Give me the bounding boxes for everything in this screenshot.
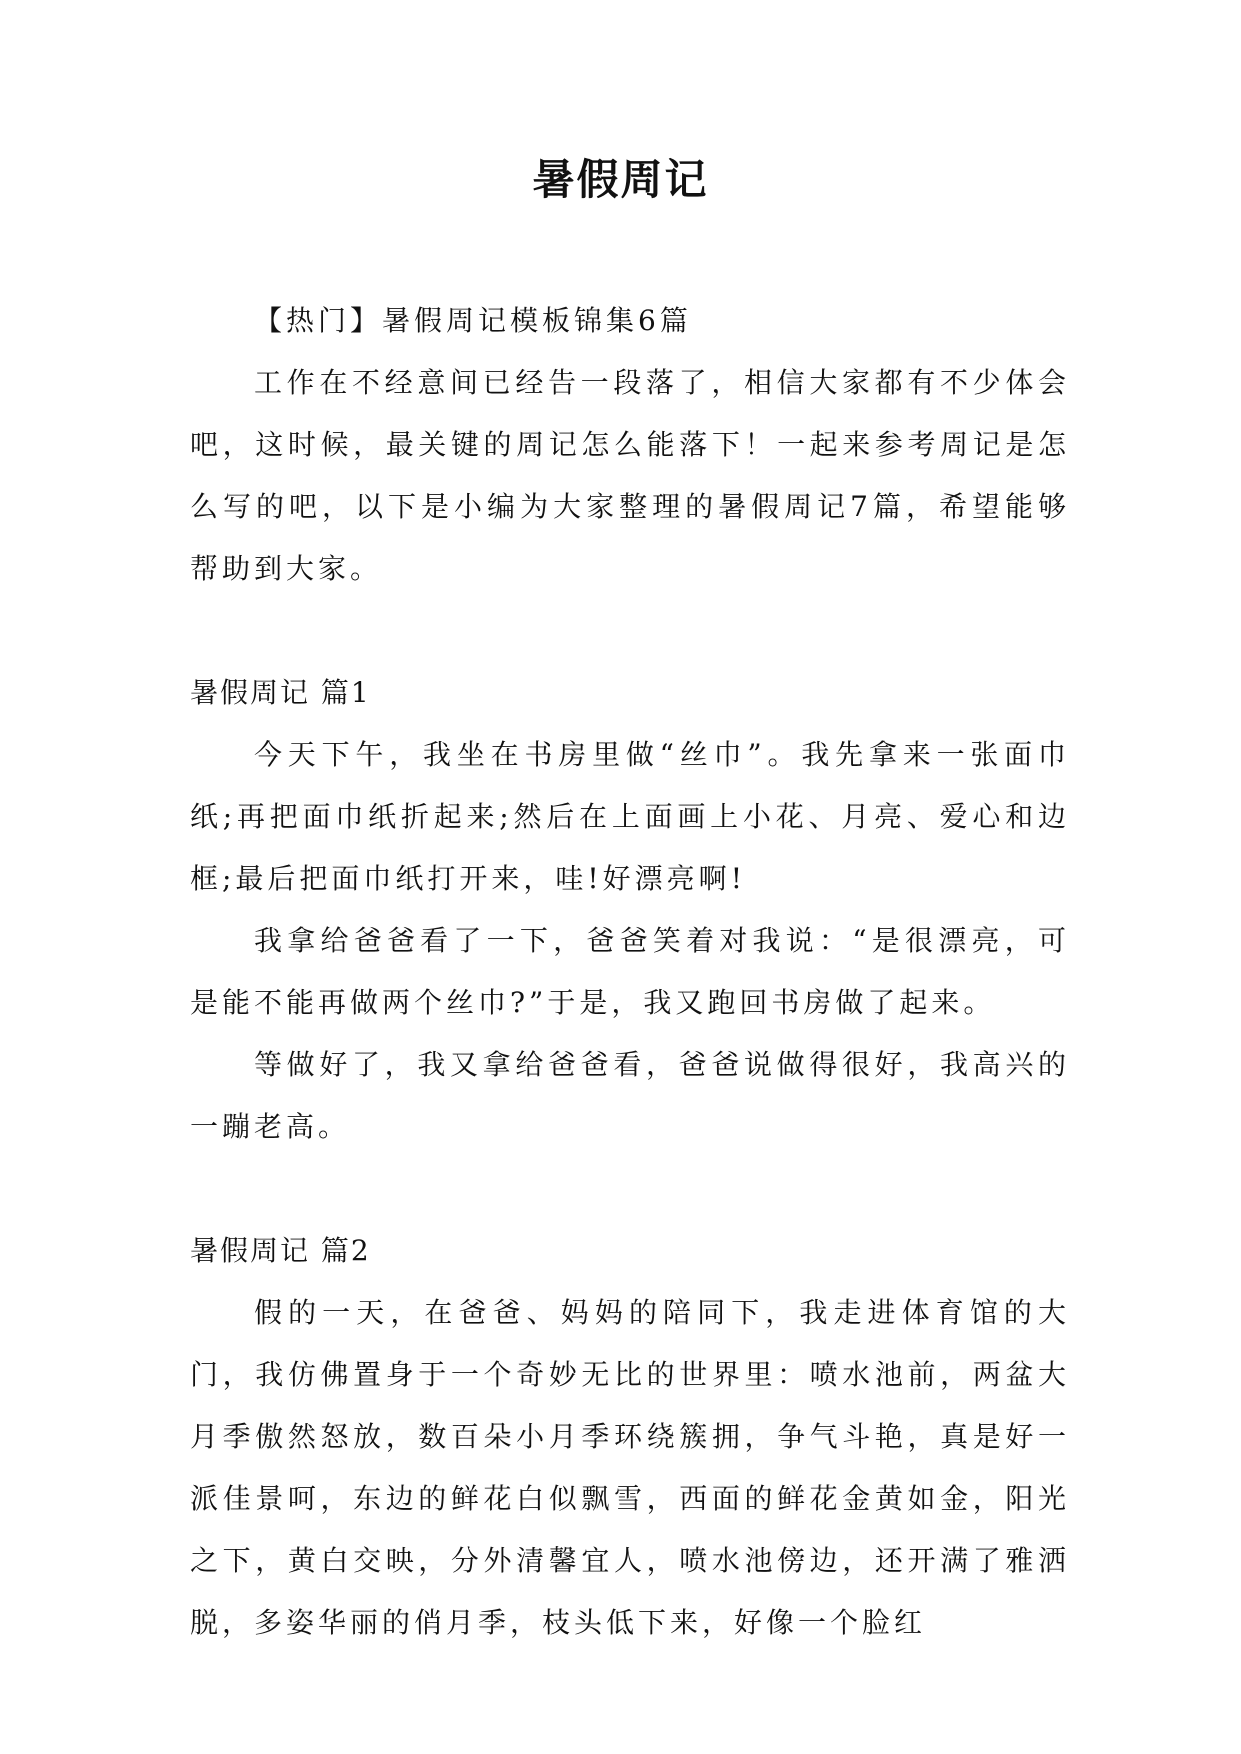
section-1-paragraph: 等做好了，我又拿给爸爸看，爸爸说做得很好，我高兴的一蹦老高。 xyxy=(190,1048,1070,1143)
section-1-paragraph: 我拿给爸爸看了一下，爸爸笑着对我说：“是很漂亮，可是能不能再做两个丝巾?”于是，我又跑回书房做了起来。 xyxy=(190,924,1070,1019)
section-heading-1: 暑假周记 篇1 xyxy=(190,676,371,709)
section-1-paragraph: 今天下午，我坐在书房里做“丝巾”。我先拿来一张面巾纸;再把面巾纸折起来;然后在上面画上小花、月亮、爱心和边框;最后把面巾纸打开来，哇!好漂亮啊! xyxy=(190,738,1070,895)
section-2-paragraph: 假的一天，在爸爸、妈妈的陪同下，我走进体育馆的大门，我仿佛置身于一个奇妙无比的世界里：喷水池前，两盆大月季傲然怒放，数百朵小月季环绕簇拥，争气斗艳，真是好一派佳景呵，东边的鲜花白似飘雪，西面的鲜花金黄如金，阳光之下，黄白交映，分外清馨宜人，喷水池傍边，还开满了雅洒脱，多姿华丽的俏月季，枝头低下来，好像一个脸红 xyxy=(190,1296,1070,1639)
document-body xyxy=(190,290,1070,1654)
page-title: 暑假周记 xyxy=(532,155,709,204)
intro-headline: 【热门】暑假周记模板锦集6篇 xyxy=(254,304,692,337)
section-heading-2: 暑假周记 篇2 xyxy=(190,1234,371,1267)
intro-paragraph: 工作在不经意间已经告一段落了，相信大家都有不少体会吧，这时候，最关键的周记怎么能落下！一起来参考周记是怎么写的吧，以下是小编为大家整理的暑假周记7篇，希望能够帮助到大家。 xyxy=(190,366,1070,585)
